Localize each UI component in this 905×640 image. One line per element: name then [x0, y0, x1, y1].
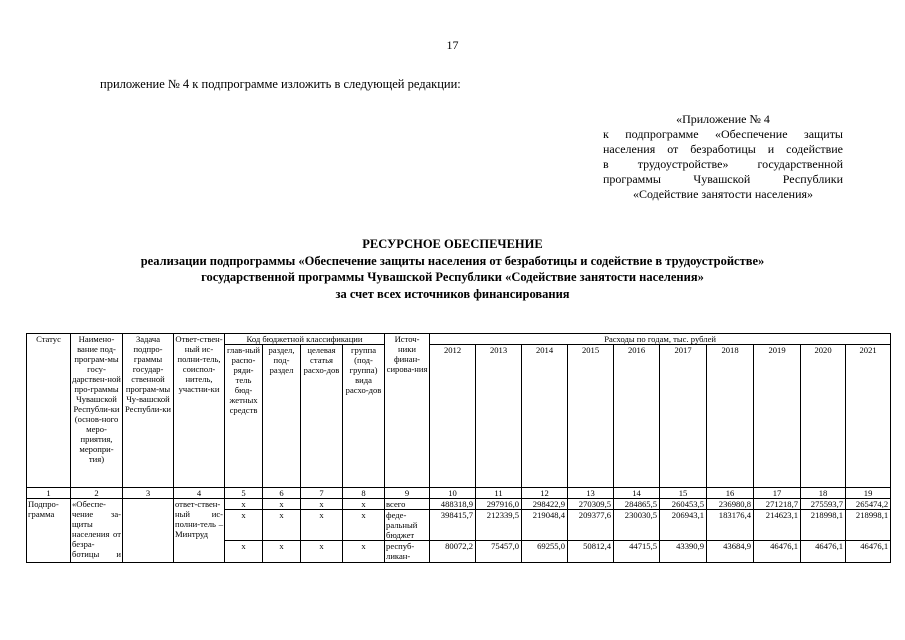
column-number: 10	[430, 488, 476, 499]
resource-table	[26, 333, 891, 563]
header-expenses-group: Расходы по годам, тыс. рублей	[430, 334, 891, 345]
value-cell: 46476,1	[801, 541, 846, 563]
intro-text: приложение № 4 к подпрограмме изложить в следующей редакции:	[100, 77, 461, 91]
source-cell: респуб-ликан-	[385, 541, 430, 563]
column-number: 18	[801, 488, 846, 499]
code-cell: x	[225, 541, 263, 563]
value-cell: 206943,1	[660, 510, 707, 541]
value-cell: 488318,9	[430, 499, 476, 510]
column-number: 6	[263, 488, 301, 499]
column-number: 17	[754, 488, 801, 499]
value-cell: 43684,9	[707, 541, 754, 563]
header-year: 2012	[430, 345, 476, 488]
code-cell: x	[301, 510, 343, 541]
value-cell: 265474,2	[846, 499, 891, 510]
header-year: 2014	[522, 345, 568, 488]
column-number: 2	[71, 488, 123, 499]
code-cell: x	[343, 541, 385, 563]
appendix-line: программы Чувашской Республики	[603, 172, 843, 186]
header-name: Наимено-вание под-програм-мы госу-дарствен-ной про-граммы Чувашской Республи-ки (основ-ного меро-приятия, меропри-тия)	[71, 334, 123, 488]
column-number-row	[27, 488, 891, 499]
header-year: 2019	[754, 345, 801, 488]
code-cell: x	[225, 510, 263, 541]
header-year: 2015	[568, 345, 614, 488]
document-subtitle: реализации подпрограммы «Обеспечение защиты населения от безработицы и содействие в трудоустройстве»	[140, 254, 765, 268]
column-number: 19	[846, 488, 891, 499]
column-number: 13	[568, 488, 614, 499]
value-cell: 50812,4	[568, 541, 614, 563]
header-year: 2016	[614, 345, 660, 488]
row-status: Подпро-грамма	[27, 499, 71, 563]
value-cell: 80072,2	[430, 541, 476, 563]
header-status: Статус	[27, 334, 71, 488]
value-cell: 46476,1	[754, 541, 801, 563]
source-cell: всего	[385, 499, 430, 510]
value-cell: 212339,5	[476, 510, 522, 541]
document-title: РЕСУРСНОЕ ОБЕСПЕЧЕНИЕ	[362, 237, 543, 251]
column-number: 16	[707, 488, 754, 499]
header-year: 2021	[846, 345, 891, 488]
column-number: 12	[522, 488, 568, 499]
value-cell: 270309,5	[568, 499, 614, 510]
code-cell: x	[343, 499, 385, 510]
value-cell: 398415,7	[430, 510, 476, 541]
appendix-line: «Содействие занятости населения»	[632, 187, 814, 201]
header-task: Задача подпро-граммы государ-ственной програм-мы Чу-вашской Республи-ки	[123, 334, 174, 488]
column-number: 11	[476, 488, 522, 499]
table-row	[27, 499, 891, 510]
value-cell: 275593,7	[801, 499, 846, 510]
value-cell: 218998,1	[846, 510, 891, 541]
header-responsible: Ответ-ствен-ный ис-полни-тель, соиспол-нитель, участни-ки	[174, 334, 225, 488]
code-cell: x	[263, 499, 301, 510]
value-cell: 69255,0	[522, 541, 568, 563]
header-code-main: глав-ный распо-ряди-тель бюд-жетных средств	[225, 345, 263, 488]
column-number: 5	[225, 488, 263, 499]
row-name: «Обеспе-чение за-щиты населения от безра-ботицы и	[71, 499, 123, 563]
value-cell: 236980,8	[707, 499, 754, 510]
appendix-line: в трудоустройстве» государственной	[603, 157, 843, 171]
value-cell: 46476,1	[846, 541, 891, 563]
value-cell: 43390,9	[660, 541, 707, 563]
appendix-line: к подпрограмме «Обеспечение защиты	[603, 127, 843, 141]
header-row	[27, 334, 891, 345]
value-cell: 218998,1	[801, 510, 846, 541]
code-cell: x	[301, 499, 343, 510]
value-cell: 230030,5	[614, 510, 660, 541]
value-cell: 298422,9	[522, 499, 568, 510]
column-number: 4	[174, 488, 225, 499]
appendix-note	[603, 112, 843, 202]
value-cell: 219048,4	[522, 510, 568, 541]
value-cell: 297916,0	[476, 499, 522, 510]
document-subtitle: за счет всех источников финансирования	[335, 287, 570, 301]
document-subtitle: государственной программы Чувашской Республики «Содействие занятости населения»	[201, 270, 704, 284]
header-year: 2013	[476, 345, 522, 488]
code-cell: x	[225, 499, 263, 510]
value-cell: 44715,5	[614, 541, 660, 563]
header-code-type: группа (под-группа) вида расхо-дов	[343, 345, 385, 488]
header-code-section: раздел, под-раздел	[263, 345, 301, 488]
value-cell: 214623,1	[754, 510, 801, 541]
row-responsible: ответ-ствен-ный ис-полни-тель – Минтруд	[174, 499, 225, 563]
column-number: 7	[301, 488, 343, 499]
row-task	[123, 499, 174, 563]
value-cell: 183176,4	[707, 510, 754, 541]
column-number: 8	[343, 488, 385, 499]
value-cell: 75457,0	[476, 541, 522, 563]
value-cell: 271218,7	[754, 499, 801, 510]
column-number: 14	[614, 488, 660, 499]
code-cell: x	[343, 510, 385, 541]
code-cell: x	[263, 541, 301, 563]
header-code-group: Код бюджетной классификации	[225, 334, 385, 345]
value-cell: 260453,5	[660, 499, 707, 510]
column-number: 9	[385, 488, 430, 499]
header-code-target: целевая статья расхо-дов	[301, 345, 343, 488]
header-year: 2018	[707, 345, 754, 488]
column-number: 1	[27, 488, 71, 499]
code-cell: x	[301, 541, 343, 563]
header-year: 2020	[801, 345, 846, 488]
source-cell: феде-ральный бюджет	[385, 510, 430, 541]
header-year: 2017	[660, 345, 707, 488]
page-number: 17	[446, 38, 459, 52]
code-cell: x	[263, 510, 301, 541]
header-source: Источ-ники финан-сирова-ния	[385, 334, 430, 488]
value-cell: 209377,6	[568, 510, 614, 541]
value-cell: 284865,5	[614, 499, 660, 510]
appendix-line: «Приложение № 4	[676, 112, 770, 126]
appendix-line: населения от безработицы и содействие	[603, 142, 843, 156]
column-number: 3	[123, 488, 174, 499]
column-number: 15	[660, 488, 707, 499]
